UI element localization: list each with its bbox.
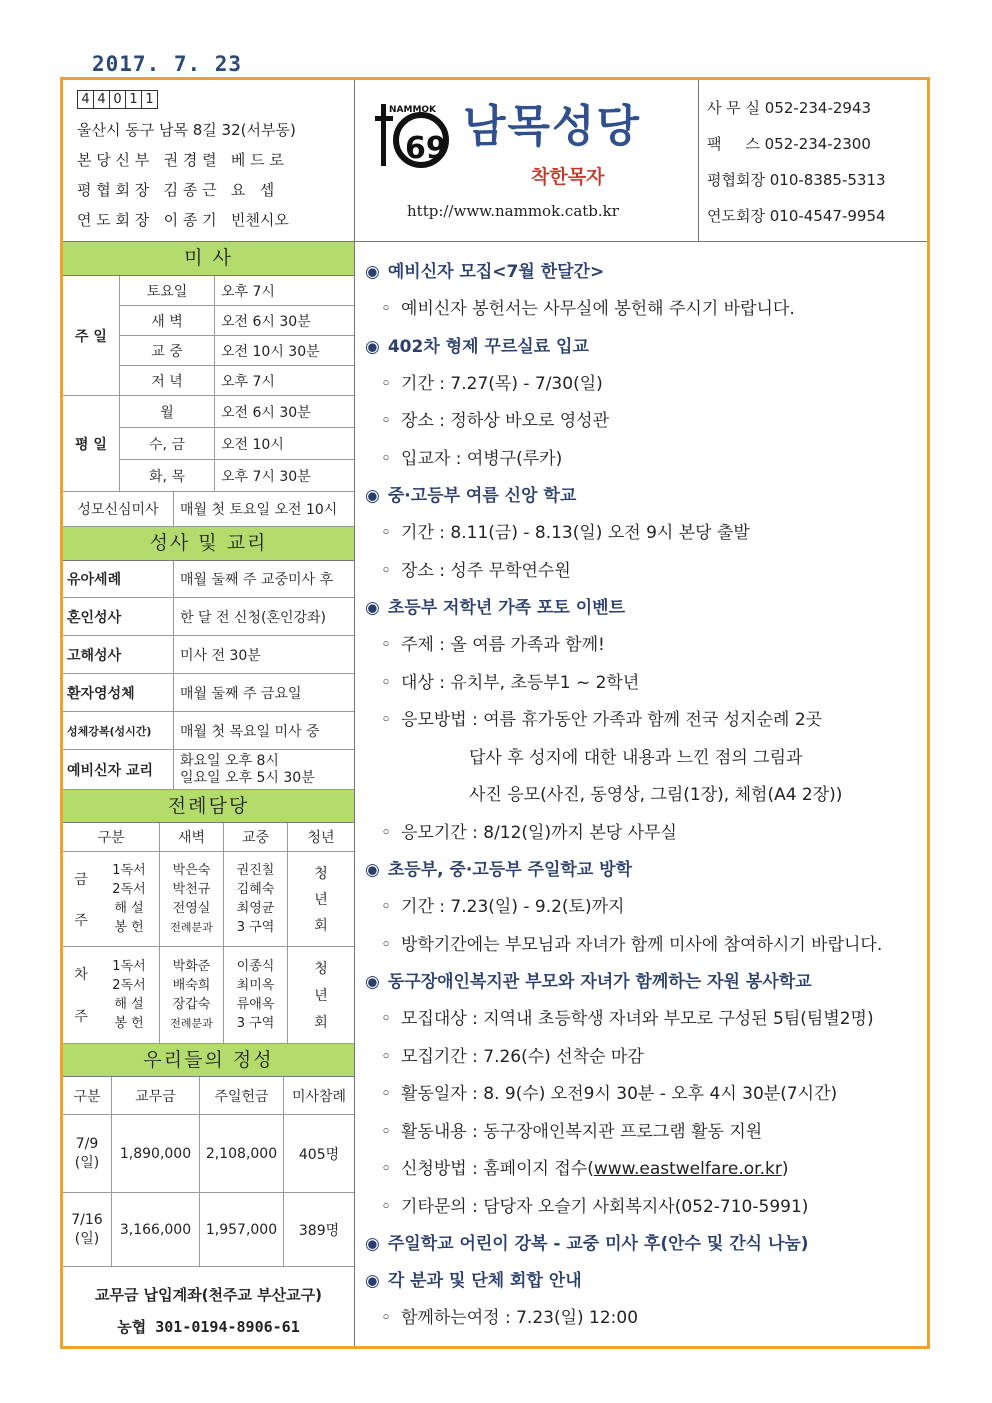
- weekday-label: 평 일: [75, 436, 107, 453]
- offering-dues: 3,166,000: [111, 1193, 199, 1266]
- church-logo-icon: [375, 98, 451, 178]
- contact-label: 연도회장: [707, 207, 765, 225]
- notice-line: [365, 815, 927, 853]
- liturgy-role: 봉 헌: [114, 920, 144, 935]
- bullet-icon: ◦: [381, 897, 392, 917]
- address: 울산시 동구 남목 8길 32(서부동): [77, 121, 296, 139]
- bullet-icon: ◦: [381, 299, 392, 319]
- bullet-icon: ◦: [381, 373, 392, 394]
- notice-text: 기간 : 7.27(목) - 7/30(일): [401, 373, 603, 394]
- mass-time: 오후 7시: [214, 366, 354, 396]
- staff-name: 김 종 근: [163, 181, 217, 199]
- notice-text: 방학기간에는 부모님과 자녀가 함께 미사에 참여하시기 바랍니다.: [401, 934, 883, 955]
- notice-line: [365, 1151, 927, 1189]
- motto: 착한목자: [531, 166, 605, 188]
- liturgy-role: 1독서: [112, 959, 146, 974]
- bullet-icon: ◦: [381, 1084, 392, 1104]
- notice-line: [365, 1001, 927, 1039]
- offering-date: (일): [74, 1230, 100, 1247]
- bullet-icon: ◦: [381, 1046, 392, 1067]
- sacrament-name: 환자영성체: [67, 685, 135, 702]
- sacrament-desc: 미사 전 30분: [173, 636, 354, 673]
- zip-digit: 0: [109, 90, 126, 109]
- liturgy-person: 박천규: [172, 882, 211, 897]
- staff-saint: 요 셉: [230, 181, 275, 199]
- notice-line: [365, 889, 927, 927]
- contact-phone: 010-8385-5313: [769, 171, 886, 189]
- notices-column: [355, 242, 927, 1346]
- staff-saint: 빈첸시오: [230, 211, 289, 229]
- liturgy-section-title: 전례담당: [63, 790, 354, 823]
- notice-heading: [365, 590, 927, 627]
- notice-text: 신청방법 : 홈페이지 접수(: [401, 1159, 594, 1179]
- offerings-header-row: [63, 1077, 354, 1115]
- staff-role: 연 도 회 장: [77, 211, 150, 229]
- notice-line: [365, 665, 927, 703]
- sacrament-name: 혼인성사: [67, 609, 122, 626]
- notice-line: [365, 403, 927, 441]
- notice-heading-text: 초등부 저학년 가족 포토 이벤트: [387, 598, 626, 618]
- liturgy-person: 장갑숙: [172, 997, 211, 1012]
- week-label: 주: [74, 912, 88, 929]
- sacrament-row: [63, 674, 354, 712]
- sunday-label: 주 일: [75, 328, 107, 345]
- weekday-mass-block: [63, 396, 354, 492]
- sacrament-name: 유아세례: [67, 572, 122, 588]
- liturgy-header: 새벽: [159, 823, 223, 851]
- liturgy-role: 2독서: [112, 978, 146, 993]
- notice-text: 응모방법 : 여름 휴가동안 가족과 함께 전국 성지순례 2곳: [401, 710, 823, 730]
- bullet-icon: ◦: [381, 822, 392, 843]
- bullet-icon: ◦: [381, 710, 392, 730]
- header-contacts-block: [699, 80, 927, 242]
- heading-marker-icon: ◉: [365, 336, 380, 357]
- notice-line: [365, 515, 927, 553]
- zip-digit: 1: [141, 90, 158, 109]
- notice-line: [365, 927, 927, 965]
- notice-continuation: [365, 740, 927, 778]
- logo-text: NAMMOK: [389, 105, 437, 115]
- bullet-icon: ◦: [381, 1121, 392, 1142]
- liturgy-role: 1독서: [112, 863, 146, 878]
- liturgy-person: 류애옥: [236, 997, 275, 1012]
- sacrament-row: [63, 712, 354, 750]
- liturgy-header: 교중: [223, 823, 287, 851]
- issue-date: 2017. 7. 23: [92, 52, 243, 76]
- bullet-icon: ◦: [381, 1159, 392, 1179]
- offering-sunday: 2,108,000: [199, 1115, 283, 1192]
- notice-heading: [365, 1263, 927, 1300]
- notice-line: [365, 1039, 927, 1077]
- heading-marker-icon: ◉: [365, 486, 380, 506]
- offerings-row: [63, 1115, 354, 1193]
- notice-line: [365, 702, 927, 740]
- bullet-icon: ◦: [381, 672, 392, 693]
- mass-day: 저 녁: [151, 374, 183, 390]
- account-number: 농협 301-0194-8906-61: [117, 1318, 300, 1336]
- sacrament-desc: 매월 첫 목요일 미사 중: [173, 712, 354, 749]
- heading-marker-icon: ◉: [365, 1234, 380, 1254]
- notice-heading-text: 동구장애인복지관 부모와 자녀가 함께하는 자원 봉사학교: [387, 972, 812, 992]
- liturgy-header: 청년: [287, 823, 354, 851]
- notice-text: 예비신자 봉헌서는 사무실에 봉헌해 주시기 바랍니다.: [401, 299, 795, 319]
- offerings-header: 미사참례: [283, 1077, 354, 1114]
- bullet-icon: ◦: [381, 635, 392, 655]
- offerings-header: 구분: [73, 1088, 101, 1105]
- heading-marker-icon: ◉: [365, 972, 380, 992]
- notice-line: [365, 553, 927, 591]
- sacrament-desc: 매월 둘째 주 교중미사 후: [173, 561, 354, 597]
- notice-heading-text: 주일학교 어린이 강복 - 교중 미사 후(안수 및 간식 나눔): [387, 1234, 809, 1254]
- mass-day: 토요일: [146, 283, 188, 300]
- catechumen-time: 화요일 오후 8시: [180, 752, 279, 769]
- heading-marker-icon: ◉: [365, 262, 380, 282]
- notice-text: 사진 응모(사진, 동영상, 그림(1장), 체험(A4 2장)): [469, 785, 843, 805]
- bullet-icon: ◦: [381, 560, 392, 581]
- notice-line: [365, 291, 927, 329]
- mass-time: 오전 6시 30분: [214, 306, 354, 335]
- bullet-icon: ◦: [381, 448, 392, 469]
- contact-phone: 052-234-2943: [764, 99, 872, 117]
- liturgy-person: 3 구역: [236, 920, 275, 935]
- contact-label: 평협회장: [707, 171, 765, 189]
- contact-label: 사 무 실: [707, 99, 761, 117]
- offering-sunday: 1,957,000: [199, 1193, 283, 1266]
- offering-attendance: 405명: [283, 1115, 354, 1192]
- liturgy-person: 전례분과: [170, 921, 213, 934]
- sunday-mass-block: [63, 276, 354, 396]
- sacred-heart-time: 매월 첫 토요일 오전 10시: [173, 492, 354, 526]
- notice-text: 장소 : 성주 무학연수원: [401, 560, 571, 581]
- liturgy-header: 구분: [97, 830, 125, 846]
- notice-text: 답사 후 성지에 대한 내용과 느낀 점의 그림과: [469, 747, 803, 768]
- notice-heading-text: 초등부, 중·고등부 주일학교 방학: [387, 860, 633, 880]
- offering-date: (일): [74, 1154, 100, 1171]
- notice-text: 활동내용 : 동구장애인복지관 프로그램 활동 지원: [401, 1121, 763, 1142]
- staff-row: [77, 145, 354, 175]
- contact-row: [707, 198, 927, 234]
- notice-line: [365, 1076, 927, 1114]
- notice-line: [365, 1189, 927, 1227]
- sacrament-name: 성체강복(성시간): [67, 724, 152, 738]
- sacrament-desc: 매월 둘째 주 금요일: [173, 674, 354, 711]
- notice-text: 모집대상 : 지역내 초등학생 자녀와 부모로 구성된 5팀(팀별2명): [401, 1009, 874, 1029]
- liturgy-person: 권진칠: [236, 863, 275, 878]
- offering-date: 7/16: [71, 1211, 103, 1228]
- sacraments-section-title: 성사 및 교리: [63, 527, 354, 561]
- liturgy-group: [63, 947, 354, 1044]
- offerings-section-title: 우리들의 정성: [63, 1044, 354, 1077]
- sacred-heart-label: 성모신심미사: [77, 502, 159, 518]
- staff-row: [77, 205, 354, 235]
- liturgy-header-row: [63, 823, 354, 852]
- notice-heading-text: 중·고등부 여름 신앙 학교: [387, 486, 577, 506]
- liturgy-person: 이종식: [236, 959, 275, 974]
- liturgy-group: [63, 852, 354, 947]
- staff-role: 평 협 회 장: [77, 181, 150, 199]
- zip-code: [77, 90, 354, 109]
- sacrament-row: [63, 598, 354, 636]
- church-name: 남목성당: [463, 101, 642, 152]
- mass-section-title: 미 사: [63, 242, 354, 276]
- heading-marker-icon: ◉: [365, 1271, 380, 1291]
- sacred-heart-mass-row: [63, 492, 354, 527]
- bullet-icon: ◦: [381, 411, 392, 431]
- offerings-header: 주일헌금: [199, 1077, 283, 1114]
- mass-time: 오후 7시 30분: [214, 460, 354, 492]
- staff-row: [77, 175, 354, 205]
- offerings-row: [63, 1193, 354, 1267]
- staff-role: 본 당 신 부: [77, 151, 150, 169]
- welfare-link[interactable]: www.eastwelfare.or.kr: [593, 1159, 782, 1179]
- contact-label: 팩 스: [707, 135, 760, 153]
- catechumen-time: 일요일 오후 5시 30분: [180, 769, 315, 786]
- staff-saint: 베 드 로: [230, 151, 284, 169]
- week-label: 금: [74, 871, 88, 888]
- notice-line: [365, 1300, 927, 1338]
- offering-attendance: 389명: [283, 1193, 354, 1266]
- mass-day: 수, 금: [149, 436, 185, 453]
- zip-digit: 1: [125, 90, 142, 109]
- notice-heading: [365, 329, 927, 366]
- contact-phone: 010-4547-9954: [769, 207, 886, 225]
- youth-label: 회: [314, 1014, 328, 1031]
- notice-heading: [365, 964, 927, 1001]
- notice-text: 기간 : 7.23(일) - 9.2(토)까지: [401, 897, 625, 917]
- notice-continuation: [365, 777, 927, 815]
- mass-day: 새 벽: [151, 313, 183, 330]
- catechumen-label: 예비신자 교리: [67, 762, 154, 779]
- notice-line: [365, 441, 927, 479]
- mass-time: 오전 10시: [214, 428, 354, 459]
- liturgy-person: 최미옥: [236, 978, 275, 993]
- bullet-icon: ◦: [381, 1196, 392, 1217]
- notice-text: 활동일자 : 8. 9(수) 오전9시 30분 - 오후 4시 30분(7시간): [401, 1084, 838, 1104]
- mass-day: 화, 목: [149, 469, 185, 485]
- liturgy-person: 최영균: [236, 901, 275, 916]
- notice-text: 입교자 : 여병구(루카): [401, 448, 563, 469]
- notice-line: [365, 627, 927, 665]
- week-label: 차: [74, 967, 88, 983]
- youth-label: 청: [314, 961, 328, 978]
- notice-heading: [365, 852, 927, 889]
- zip-digit: 4: [77, 90, 94, 109]
- notice-heading: [365, 254, 927, 291]
- bulletin-frame: [60, 77, 930, 1349]
- staff-name: 이 종 기: [163, 211, 217, 229]
- sacrament-name: 고해성사: [67, 647, 122, 664]
- liturgy-role: 해 설: [114, 997, 144, 1012]
- contact-row: [707, 162, 927, 198]
- svg-text:69: 69: [405, 131, 447, 166]
- notice-text: 응모기간 : 8/12(일)까지 본당 사무실: [401, 822, 677, 843]
- notice-line: [365, 1114, 927, 1152]
- header-address-block: [63, 80, 355, 242]
- notice-text: 대상 : 유치부, 초등부1 ~ 2학년: [401, 672, 640, 693]
- staff-name: 권 경 렬: [163, 151, 217, 169]
- mass-time: 오전 6시 30분: [214, 396, 354, 427]
- offering-dues: 1,890,000: [111, 1115, 199, 1192]
- youth-label: 회: [314, 918, 328, 934]
- liturgy-role: 2독서: [112, 882, 146, 897]
- liturgy-person: 전영실: [172, 901, 211, 916]
- youth-label: 청: [314, 866, 328, 882]
- catechumen-row: [63, 750, 354, 790]
- sacrament-row: [63, 636, 354, 674]
- offering-date: 7/9: [75, 1135, 99, 1152]
- bullet-icon: ◦: [381, 1308, 392, 1328]
- contact-row: [707, 90, 927, 126]
- liturgy-person: 배숙희: [172, 978, 211, 993]
- notice-text: 기타문의 : 담당자 오슬기 사회복지사(052-710-5991): [401, 1196, 809, 1217]
- mass-day: 월: [160, 404, 174, 421]
- notice-text: 함께하는여정 : 7.23(일) 12:00: [401, 1308, 639, 1328]
- week-label: 주: [74, 1009, 88, 1025]
- notice-text: 모집기간 : 7.26(수) 선착순 마감: [401, 1046, 644, 1067]
- heading-marker-icon: ◉: [365, 860, 380, 880]
- liturgy-role: 해 설: [114, 901, 144, 916]
- notice-text: 장소 : 정하상 바오로 영성관: [401, 411, 610, 431]
- info-column: [63, 242, 355, 1346]
- liturgy-person: 3 구역: [236, 1016, 275, 1031]
- header-title-block: [355, 80, 699, 242]
- contact-row: [707, 126, 927, 162]
- liturgy-role: 봉 헌: [114, 1016, 144, 1031]
- bullet-icon: ◦: [381, 1009, 392, 1029]
- liturgy-person: 박은숙: [172, 863, 211, 878]
- zip-digit: 4: [93, 90, 110, 109]
- contact-phone: 052-234-2300: [764, 135, 871, 153]
- notice-text: 주제 : 올 여름 가족과 함께!: [401, 635, 605, 655]
- notice-text: ): [781, 1159, 789, 1179]
- liturgy-person: 김혜숙: [236, 882, 275, 897]
- notice-heading-text: 402차 형제 꾸르실료 입교: [387, 336, 589, 357]
- website-url[interactable]: http://www.nammok.catb.kr: [407, 202, 619, 220]
- notice-text: 기간 : 8.11(금) - 8.13(일) 오전 9시 본당 출발: [401, 523, 750, 543]
- notice-heading-text: 예비신자 모집<7월 한달간>: [387, 262, 605, 282]
- mass-time: 오전 10시 30분: [214, 336, 354, 365]
- offerings-header: 교무금: [111, 1077, 199, 1114]
- liturgy-person: 박화준: [172, 959, 211, 974]
- sacrament-row: [63, 561, 354, 598]
- liturgy-person: 전례분과: [170, 1017, 213, 1030]
- bullet-icon: ◦: [381, 934, 392, 955]
- sacrament-desc: 한 달 전 신청(혼인강좌): [173, 598, 354, 635]
- account-label: 교무금 납입계좌(천주교 부산교구): [94, 1286, 323, 1304]
- notice-heading-text: 각 분과 및 단체 회합 안내: [387, 1271, 582, 1291]
- heading-marker-icon: ◉: [365, 598, 380, 618]
- mass-time: 오후 7시: [214, 276, 354, 305]
- youth-label: 년: [314, 987, 328, 1004]
- mass-day: 교 중: [151, 343, 183, 360]
- notice-line: [365, 366, 927, 404]
- bullet-icon: ◦: [381, 523, 392, 543]
- notice-heading: [365, 1226, 927, 1263]
- notice-heading: [365, 478, 927, 515]
- youth-label: 년: [314, 892, 328, 908]
